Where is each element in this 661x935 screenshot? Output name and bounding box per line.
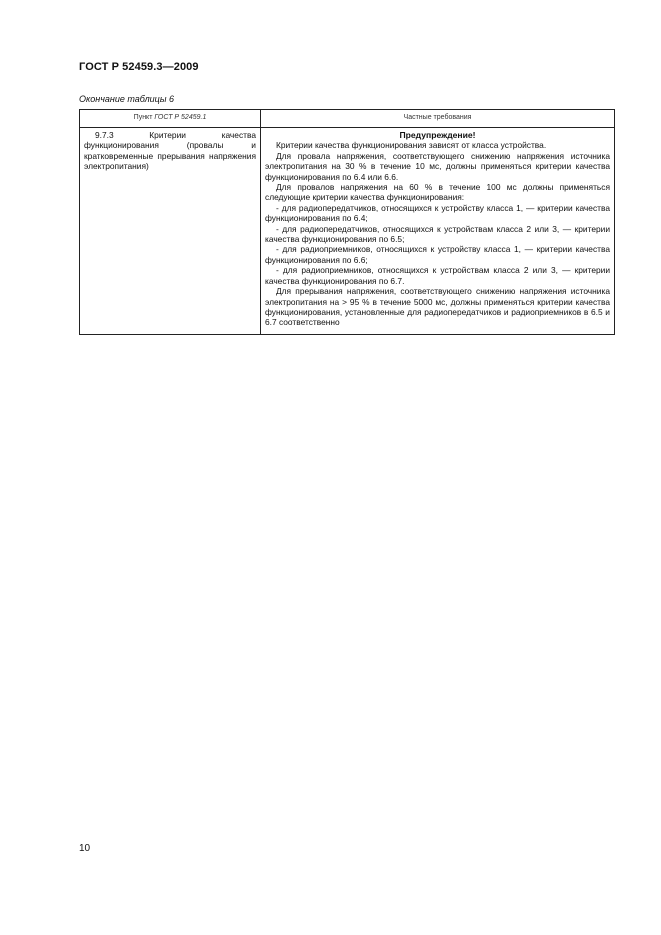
requirement-list-item: - для радиоприемников, относящихся к устройству класса 1, — критерии качества функционирования по 6.6; <box>265 244 610 265</box>
column-header-clause <box>80 110 261 128</box>
page-number: 10 <box>79 843 91 854</box>
requirement-paragraph: Для провалов напряжения на 60 % в течение 100 мс должны применяться следующие критерии качества функционирования: <box>265 182 610 203</box>
clause-text: 9.7.3 Критерии качества функционирования (провалы и кратковременные прерывания напряжения электропитания) <box>84 130 256 172</box>
column-header-requirements: Частные требования <box>261 110 615 128</box>
warning-title: Предупреждение! <box>399 130 476 140</box>
requirement-paragraph: Для провала напряжения, соответствующего снижению напряжения источника электропитания на 30 % в течение 10 мс, должны применяться критерии качества функционирования по 6.4 или 6.6. <box>265 150 610 182</box>
requirement-list-item: - для радиопередатчиков, относящихся к устройству класса 1, — критерии качества функционирования по 6.4; <box>265 202 610 224</box>
requirement-list-item: - для радиоприемников, относящихся к устройствам класса 2 или 3, — критерии качества функционирования по 6.7. <box>265 265 610 286</box>
requirements-table <box>79 109 615 335</box>
requirements-cell <box>261 128 615 335</box>
table-row <box>80 128 615 335</box>
requirement-list-item: - для радиопередатчиков, относящихся к устройствам класса 2 или 3, — критерии качества функционирования по 6.5; <box>265 223 610 245</box>
clause-cell <box>80 128 261 335</box>
table-caption: Окончание таблицы 6 <box>79 94 174 104</box>
column-header-clause-ref: ГОСТ Р 52459.1 <box>154 114 207 122</box>
document-header: ГОСТ Р 52459.3—2009 <box>79 61 199 73</box>
requirement-paragraph: Критерии качества функционирования зависят от класса устройства. <box>276 140 547 151</box>
table-header-row <box>80 110 615 128</box>
column-header-clause-prefix: Пункт <box>133 114 155 122</box>
requirement-paragraph: Для прерывания напряжения, соответствующего снижению напряжения источника электропитания на > 95 % в течение 5000 мс, должны применяться критерии качества функционирования, установленные для радиопередатчиков и радиоприемников в 6.5 и 6.7 соответственно <box>265 286 610 328</box>
